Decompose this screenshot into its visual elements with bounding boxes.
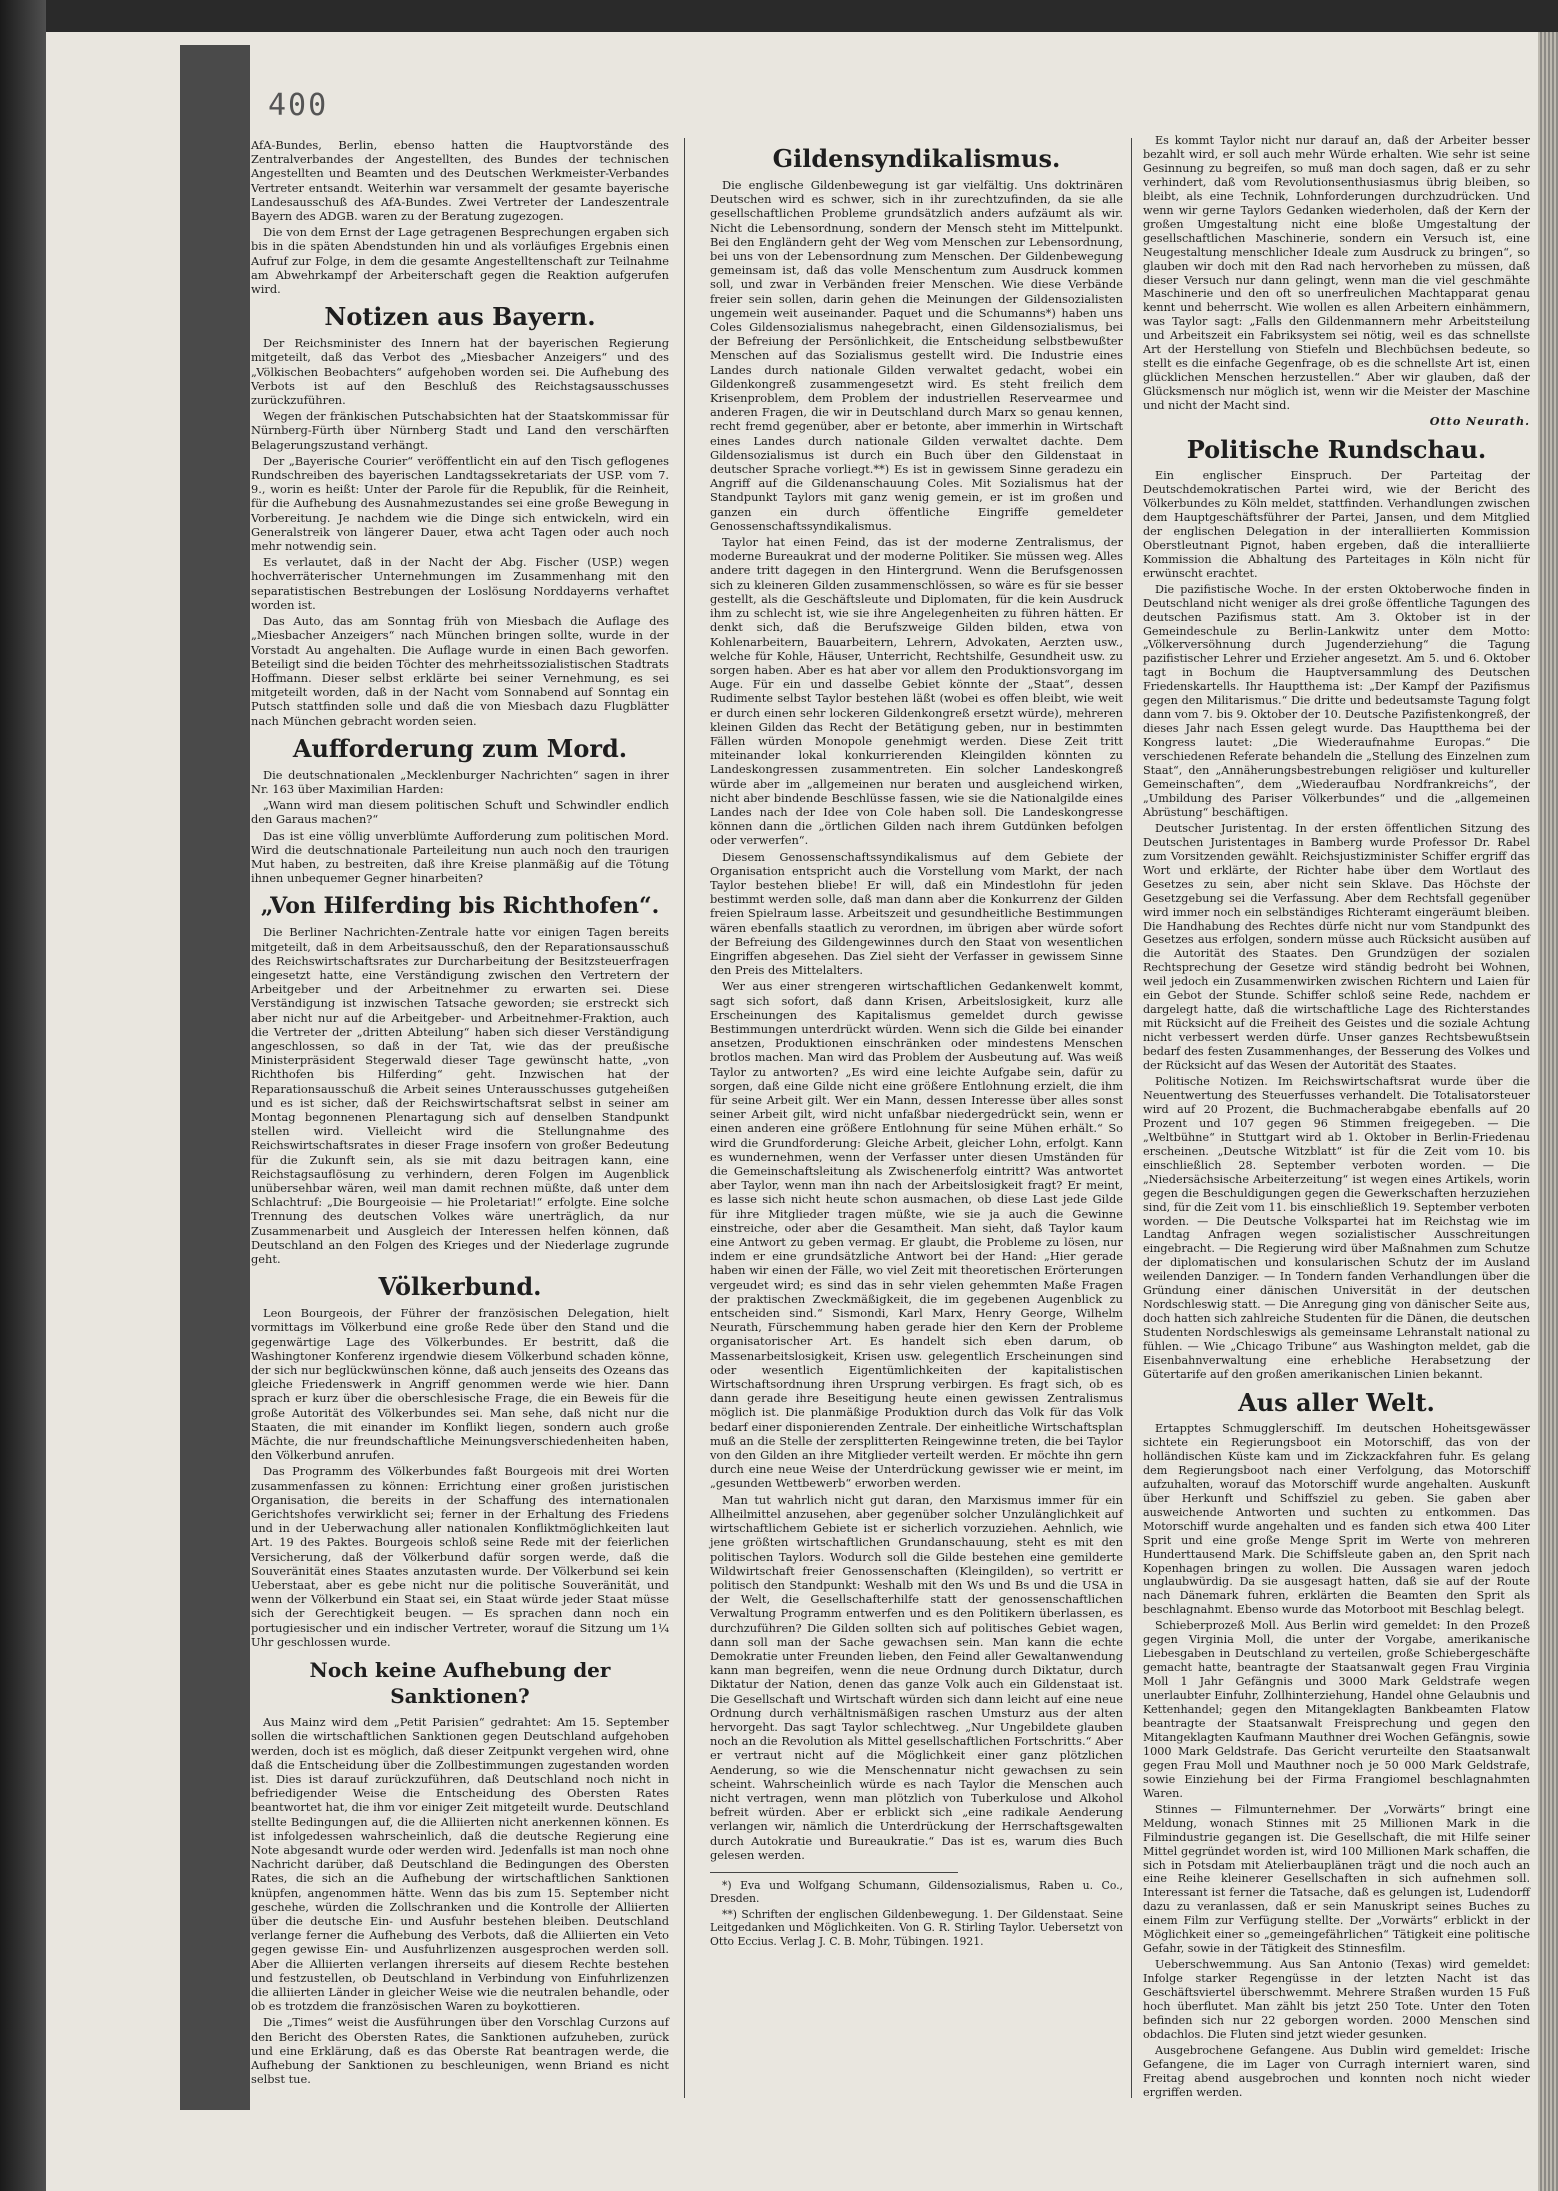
scan-shadow-strip <box>180 45 250 2110</box>
footnote: **) Schriften der englischen Gildenbewegung. 1. Der Gildenstaat. Seine Leitgedanken und Möglichkeiten. Von G. R. Stirling Taylor. Uebersetzt von Otto Eccius. Verlag J. C. B. Mohr, Tübingen. 1921. <box>710 1907 1123 1948</box>
footnote: *) Eva und Wolfgang Schumann, Gildensozialismus, Raben u. Co., Dresden. <box>710 1878 1123 1906</box>
column-1 <box>251 138 669 2088</box>
heading-aufforderung-mord: Aufforderung zum Mord. <box>292 733 628 763</box>
article-paragraph: Das Auto, das am Sonntag früh von Miesbach die Auflage des „Miesbacher Anzeigers“ nach München bringen sollte, wurde in der Vorstadt Au angehalten. Die Auflage wurde in einen Bach geworfen. Beteiligt sind die beiden Töchter des mehrheitssozialistischen Stadtrats Hoffmann. Dieser selbst erklärte bei seiner Vernehmung, es sei mitgeteilt worden, daß in der Nacht vom Sonnabend auf Sonntag ein Putsch stattfinden solle und daß die von Miesbach dazu Flugblätter nach München gebracht worden seien. <box>251 614 669 728</box>
article-paragraph: Stinnes — Filmunternehmer. Der „Vorwärts“ bringt eine Meldung, wonach Stinnes mit 25 Millionen Mark in die Filmindustrie gegangen ist. Die Gesellschaft, die mit Hilfe seiner Mittel gegründet worden ist, wird 100 Millionen Mark schaffen, die sich in Potsdam mit Atelierbauplänen trägt und die noch auch an eine Reihe kleinerer Gesellschaften in sich aufnehmen soll. Interessant ist ferner die Tatsache, daß es gelungen ist, Ludendorff dazu zu veranlassen, daß er sein Manuskript seines Buches zu einem Film zur Verfügung stellte. Der „Vorwärts“ erblickt in der Möglichkeit einer so „gemeingefährlichen“ Tätigkeit eine politische Gefahr, sowie in der Tätigkeit des Stinnesfilm. <box>1143 1802 1530 1956</box>
article-paragraph: Ein englischer Einspruch. Der Parteitag der Deutschdemokratischen Partei wird, wie der Bericht des Völkerbundes zu Köln meldet, stattfinden. Verhandlungen zwischen dem Hauptgeschäftsführer der Partei, Jansen, und dem Mitglied der englischen Delegation in der interalliierten Kommission Oberstleutnant Pignot, haben ergeben, daß die interalliierte Kommission die Abhaltung des Parteitages in Köln nicht für erwünscht erachtet. <box>1143 469 1530 580</box>
page-number: 400 <box>268 88 329 123</box>
article-paragraph: Die von dem Ernst der Lage getragenen Besprechungen ergaben sich bis in die späten Abendstunden hin und als vorläufiges Ergebnis einen Aufruf zur Folge, in dem die gesamte Angestelltenschaft zur Teilnahme am Abwehrkampf der Arbeiterschaft gegen die Reaktion aufgerufen wird. <box>251 225 669 297</box>
article-paragraph: Taylor hat einen Feind, das ist der moderne Zentralismus, der moderne Bureaukrat und der moderne Politiker. Sie müssen weg. Alles andere tritt dagegen in den Hintergrund. Wenn die Berufsgenossen sich zu kleineren Gilden zusammenschlössen, so wäre es für sie besser gestellt, als die Geschäftsleute und Diplomaten, für die kein Ausdruck ihm zu schlecht ist, wie sie ihre Angelegenheiten zu führen hätten. Er denkt sich, daß die Berufszweige Gilden bilden, etwa von Kohlenarbeitern, Bauarbeitern, Lehrern, Advokaten, Aerzten usw., welche für Kohle, Häuser, Unterricht, Rechtshilfe, Gesundheit usw. zu sorgen haben. Aber es hat aber vor allem den Produktionsvorgang im Auge. Für ein und dasselbe Gebiet könnte der „Staat“, dessen Rudimente selbst Taylor bestehen läßt (wobei es offen bleibt, wie weit er durch einen sehr lockeren Gildenkongreß ersetzt würde), mehreren kleinen Gilden das Recht der Betätigung geben, nur in bestimmten Fällen würden Monopole genehmigt werden. Diese Zeit tritt miteinander lokal konkurrierenden Kleingilden könnten zu Landeskongressen zusammentreten. Ein solcher Landeskongreß würde aber im „allgemeinen nur beraten und ausgleichend wirken, nicht aber bindende Beschlüsse fassen, wie sie die Nationalgilde eines Landes nach der Idee von Cole haben soll. Die Landeskongresse können dann die „örtlichen Gilden nach ihrem Gutdünken befolgen oder verwerfen“. <box>710 535 1123 848</box>
article-paragraph: Man tut wahrlich nicht gut daran, den Marxismus immer für ein Allheilmittel anzusehen, aber gegenüber solcher Unzulänglichkeit auf wirtschaftlichem Gebiete ist er sicherlich vorzuziehen. Aehnlich, wie jene größten wirtschaftlichen Grundanschauung, steht es mit den politischen Taylors. Wodurch soll die Gilde bestehen eine gemilderte Wildwirtschaft freier Genossenschaften (Kleingilden), so vertritt er politisch den Standpunkt: Weshalb mit den Ws und Bs und die USA in der Welt, die Gesellschafterhilfe statt der genossenschaftlichen Verwaltung Programm entwerfen und es den Politikern überlassen, es durchzuführen? Die Gilden sollten sich auf politisches Gebiet wagen, dann soll man der Sache gewachsen sein. Man kann die echte Demokratie unter Freunden lieben, den Feind aller Gewaltanwendung kann man begreifen, wenn die neue Ordnung durch Diktatur, durch Diktatur der Nation, denen das ganze Volk auch ein Gildenstaat ist. Die Gesellschaft und Wirtschaft würden sich dann leicht auf eine neue Ordnung durch verhältnismäßigen raschen Umsturz aus der alten hervorgeht. Das sagt Taylor schlechtweg. „Nur Ungebildete glauben noch an die Revolution als Mittel gesellschaftlichen Fortschritts.“ Aber er vertraut nicht auf die Möglichkeit einer ganz plötzlichen Aenderung, so wie die Menschennatur nicht gewachsen zu sein scheint. Wahrscheinlich würde es nach Taylor die Menschen auch nicht vertragen, wenn man plötzlich von Tuberkulose und Alkohol befreit würden. Aber er erblickt sich „eine radikale Aenderung verlangen wir, nämlich die Unterdrückung der Herrschaftsgewalten durch Autokratie und Bureaukratie.“ Das ist es, warum dies Buch gelesen werden. <box>710 1492 1123 1862</box>
article-paragraph: Diesem Genossenschaftssyndikalismus auf dem Gebiete der Organisation entspricht auch die Vorstellung vom Markt, der nach Taylor bestehen bliebe! Er will, daß ein Mindestlohn für jeden bestimmt werden solle, daß man dann aber die Konkurrenz der Gilden freien Spielraum lasse. Arbeitszeit und gesundheitliche Bestimmungen wären ebenfalls staatlich zu verordnen, im übrigen aber würde sofort der Befreiung des Gildengewinnes durch den Staat von wesentlichen Eingriffen abgesehen. Das Ziel sieht der Verfasser in gewissem Sinne den Preis des Mittelalters. <box>710 849 1123 978</box>
article-paragraph: Ertapptes Schmugglerschiff. Im deutschen Hoheitsgewässer sichtete ein Regierungsboot ein Motorschiff, das von der holländischen Küste kam und im Zickzackfahren fuhr. Es gelang dem Regierungsboot nach einer Verfolgung, das Motorschiff aufzuhalten, worauf das Motorschiff wurde angehalten. Auskunft über Herkunft und Schiffsziel zu geben. Sie gaben aber ausweichende Antworten und suchten zu entkommen. Das Motorschiff wurde angehalten und es fanden sich etwa 400 Liter Sprit und eine große Menge Sprit im Werte von mehreren Hunderttausend Mark. Die Schiffsleute gaben an, den Sprit nach Kopenhagen bringen zu wollen. Die Aussagen waren jedoch unglaubwürdig. Da sie ausgesagt hatten, daß sie auf der Route nach Dänemark fuhren, erklärten die Beamten den Sprit als beschlagnahmt. Ebenso wurde das Motorboot mit Beschlag belegt. <box>1143 1421 1530 1617</box>
column-3 <box>1143 134 1530 2102</box>
article-paragraph: Ausgebrochene Gefangene. Aus Dublin wird gemeldet: Irische Gefangene, die im Lager von Curragh interniert waren, sind Freitag abend ausgebrochen und konnten noch nicht wieder ergriffen werden. <box>1143 2043 1530 2099</box>
heading-gildensyndikalismus: Gildensyndikalismus. <box>772 144 1061 173</box>
page-edge-stack <box>1538 32 1558 2191</box>
article-paragraph: Wer aus einer strengeren wirtschaftlichen Gedankenwelt kommt, sagt sich sofort, daß dann Krisen, Arbeitslosigkeit, kurz alle Erscheinungen des Kapitalismus gemeldet durch gewisse Bestimmungen unterdrückt würden. Wenn sich die Gilde bei einander ansetzen, Produktionen einschränken oder mindestens Menschen brotlos machen. Man wird das Problem der Ausbeutung auf. Was weiß Taylor zu antworten? „Es wird eine leichte Aufgabe sein, dafür zu sorgen, daß eine Gilde nicht eine größere Entlohnung erzielt, die ihm für seine Arbeit gilt. Wer ein Mann, dessen Interesse über alles sonst seiner Arbeit gilt, wird nicht unfaßbar niedergedrückt sein, wenn er einen anderen eine größere Entlohnung für seine Mühen erhält.“ So wird die Grundforderung: Gleiche Arbeit, gleicher Lohn, erfolgt. Kann es wundernehmen, wenn der Verfasser unter diesen Umständen für die Gemeinschaftsleitung als Zwischenerfolg eintritt? Was antwortet aber Taylor, wenn man ihn nach der Arbeitslosigkeit fragt? Er meint, es lasse sich nicht heute schon ausmachen, ob diese Last jede Gilde für ihre Mitglieder tragen müßte, wie sie ja auch die Gewinne einstreiche, oder aber die Gesamtheit. Man sieht, daß Taylor kaum eine Antwort zu geben vermag. Er glaubt, die Probleme zu lösen, nur indem er eine grundsätzliche Antwort bei der Hand: „Hier gerade haben wir einen der Fälle, wo viel Zeit mit theoretischen Erörterungen vergeudet wird; es sind das in sehr vielen gehemmten Maße Fragen der praktischen Zweckmäßigkeit, die im gegebenen Augenblick zu entscheiden sind.“ Sismondi, Karl Marx, Henry George, Wilhelm Neurath, Fürschemmung haben gerade hier den Kern der Probleme organisatorischer Art. Es handelt sich eben darum, ob Massenarbeitslosigkeit, Krisen usw. gelegentlich Erscheinungen sind oder wesentlich Eigentümlichkeiten der kapitalistischen Wirtschaftsordnung ihren Ursprung verbirgen. Es fragt sich, ob es dann gerade ihre Beseitigung heute einen gewissen Zentralismus möglich ist. Die planmäßige Produktion durch das Volk für das Volk bedarf einer disponierenden Zentrale. Der einheitliche Wirtschaftsplan muß an die Stelle der zersplitterten Reingewinne treten, die bei Taylor von den Gilden an ihre Mitglieder verteilt werden. Er möchte ihn gern durch eine neue Weise der Unterdrückung gewisser wie er meint, im „gesunden Wettbewerb“ erworben werden. <box>710 979 1123 1491</box>
article-paragraph: Es kommt Taylor nicht nur darauf an, daß der Arbeiter besser bezahlt wird, er soll auch mehr Würde erhalten. Wie sehr ist seine Gesinnung zu begreifen, so muß man doch sagen, daß er zu sehr verhindert, daß vom Revolutionsenthusiasmus übrig bleiben, so bleibt, als eine Technik, Lohnforderungen durchzudrücken. Und wenn wir gerne Taylors Gedanken wiederholen, daß der Kern der großen Umgestaltung nicht eine bloße Umgestaltung der gesellschaftlichen Maschinerie, sondern ein Versuch ist, eine Neugestaltung menschlicher Ideale zum Ausdruck zu bringen“, so glauben wir doch mit den Rad nach hervorheben zu müssen, daß dieser Versuch nur dann gelingt, wenn man die viel geschmähte Maschinerie und den oft so unerfreulichen Machtapparat genau kennt und beherrscht. Wie wollen es allen Arbeitern einhämmern, was Taylor sagt: „Falls den Gildenmannern mehr Arbeitsteilung und Arbeitszeit ein Fabriksystem sei nötig, weil es das schnellste Art der Herstellung von Stiefeln und Blechbüchsen bedeute, so stellt es die einfache Gegenfrage, ob es die schnellste Art ist, einen glücklichen Menschen herzustellen.“ Aber wir glauben, daß der Glücksmensch nur möglich ist, wenn wir die Meister der Maschine und nicht der Macht sind. <box>1143 134 1530 413</box>
article-paragraph: Ueberschwemmung. Aus San Antonio (Texas) wird gemeldet: Infolge starker Regengüsse in der letzten Nacht ist das Geschäftsviertel überschwemmt. Mehrere Straßen wurden 15 Fuß hoch überflutet. Man zählt bis jetzt 250 Tote. Unter den Toten befinden sich nur 22 geborgen worden. 2000 Menschen sind obdachlos. Die Fluten sind jetzt wieder gesunken. <box>1143 1958 1530 2041</box>
article-paragraph: Leon Bourgeois, der Führer der französischen Delegation, hielt vormittags im Völkerbund eine große Rede über den Stand und die gegenwärtige Lage des Völkerbundes. Er bestritt, daß die Washingtoner Konferenz irgendwie diesem Völkerbund schaden könne, der sich nur beglückwünschen könne, daß auch jenseits des Ozeans das gleiche Friedenswerk in Angriff genommen werde wie hier. Dann sprach er kurz über die oberschlesische Frage, die ein Beweis für die große Autorität des Völkerbundes sei. Man sehe, daß nicht nur die Staaten, die mit einander im Konflikt liegen, sondern auch große Mächte, die nur freundschaftliche Meinungsverschiedenheiten haben, den Völkerbund anrufen. <box>251 1306 669 1463</box>
article-paragraph: Das Programm des Völkerbundes faßt Bourgeois mit drei Worten zusammenfassen zu können: Errichtung einer großen juristischen Organisation, die bereits in der Schaffung des internationalen Gerichtshofes verwirklicht sei; ferner in der Erhaltung des Friedens und in der Ueberwachung aller nationalen Konfliktmöglichkeiten laut Art. 19 des Paktes. Bourgeois schloß seine Rede mit der feierlichen Versicherung, daß der Völkerbund dafür sorgen werde, daß die Souveränität eines Staates anzutasten wurde. Der Völkerbund sei kein Ueberstaat, aber es gebe nicht nur die politische Souveränität, und wenn der Völkerbund ein Staat sei, ein Staat würde jeder Staat müsse sich der Gerechtigkeit beugen. — Es sprachen dann noch ein portugiesischer und ein indischer Vertreter, worauf die Sitzung um 1¼ Uhr geschlossen wurde. <box>251 1464 669 1649</box>
article-paragraph: Deutscher Juristentag. In der ersten öffentlichen Sitzung des Deutschen Juristentages in Bamberg wurde Professor Dr. Rabel zum Vorsitzenden gewählt. Reichsjustizminister Schiffer ergriff das Wort und erklärte, der Richter habe über dem Wortlaut des Gesetzes zu sein, aber nicht sein Sklave. Das Höchste der Gesetzgebung sei die Verfassung. Aber dem Rechtsfall gegenüber wird immer noch ein selbständiges Richteramt eingeräumt bleiben. Die Handhabung des Rechtes dürfe nicht nur vom Standpunkt des Gesetzes aus erfolgen, sondern müsse auch Rücksicht ausüben auf die Autorität des Staates. Den Grundzügen der sozialen Rechtsprechung der Gesetze wird ständig bedroht bei Wohnen, weil jedoch ein Zusammenwirken zwischen Richtern und Laien für ein Gebot der Stunde. Schiffer schloß seine Rede, nachdem er dargelegt hatte, daß die wirtschaftliche Lage des Richterstandes mit Rücksicht auf die Freiheit des Geistes und die soziale Achtung nicht verbessert werden dürfe. Unser ganzes Rechtsbewußtsein bedarf des festen Zusammenhanges, der Besserung des Volkes und der Rücksicht auf das Wesen der Autorität des Staates. <box>1143 821 1530 1073</box>
heading-notizen-bayern: Notizen aus Bayern. <box>324 302 596 332</box>
article-paragraph: Schieberprozeß Moll. Aus Berlin wird gemeldet: In den Prozeß gegen Virginia Moll, die unter der Vorgabe, amerikanische Liebesgaben in Deutschland zu verteilen, große Schiebergeschäfte gemacht hatte, beantragte der Staatsanwalt gegen Frau Virginia Moll 1 Jahr Gefängnis und 3000 Mark Geldstrafe wegen unerlaubter Einfuhr, Zollhinterziehung, Handel ohne Gelaubnis und Kettenhandel; gegen den Mitangeklagten Bankbeamten Flatow beantragte der Staatsanwalt Freisprechung und gegen den Mitangeklagten Kaufmann Mauthner drei Wochen Gefängnis, sowie 1000 Mark Geldstrafe. Das Gericht verurteilte den Staatsanwalt gegen Frau Moll und Mauthner noch je 50 000 Mark Geldstrafe, sowie Einziehung bei der Firma Frangiomel beschlagnahmten Waren. <box>1143 1619 1530 1800</box>
article-quote: „Wann wird man diesem politischen Schuft und Schwindler endlich den Garaus machen?“ <box>251 798 669 827</box>
article-paragraph: Es verlautet, daß in der Nacht der Abg. Fischer (USP.) wegen hochverräterischer Unternehmungen im Zusammenhang mit den separatistischen Bestrebungen der Loslösung Norddayerns verhaftet worden ist. <box>251 555 669 612</box>
article-paragraph: Der Reichsminister des Innern hat der bayerischen Regierung mitgeteilt, daß das Verbot des „Miesbacher Anzeigers“ und des „Völkischen Beobachters“ aufgehoben worden sei. Die Aufhebung des Verbots ist auf den Beschluß des Reichstagsausschusses zurückzuführen. <box>251 336 669 408</box>
article-paragraph: Das ist eine völlig unverblümte Aufforderung zum politischen Mord. Wird die deutschnationale Parteileitung nun auch noch den traurigen Mut haben, zu bestreiten, daß ihre Kreise planmäßig auf die Tötung ihnen unbequemer Gegner hinarbeiten? <box>251 828 669 886</box>
column-rule-1 <box>684 138 685 2098</box>
footnote-divider <box>710 1872 958 1873</box>
heading-sanktionen: Noch keine Aufhebung der Sanktionen? <box>309 1658 611 1709</box>
column-2 <box>710 138 1123 1950</box>
article-paragraph: Der „Bayerische Courier“ veröffentlicht ein auf den Tisch geflogenes Rundschreiben des bayerischen Landtagssekretariats der USP. vom 7. 9., worin es heißt: Unter der Parole für die Republik, für die Reinheit, für die Aufhebung des Ausnahmezustandes sei eine große Bewegung in Vorbereitung. Je nachdem wie die Dinge sich entwickeln, wird ein Generalstreik von längerer Dauer, etwa acht Tagen oder auch noch mehr notwendig sein. <box>251 453 669 554</box>
article-paragraph: Die pazifistische Woche. In der ersten Oktoberwoche finden in Deutschland nicht weniger als drei große öffentliche Tagungen des deutschen Pazifismus statt. Am 3. Oktober ist in der Gemeindeschule zu Berlin-Lankwitz unter dem Motto: „Völkerversöhnung durch Jugenderziehung“ die Tagung pazifistischer Lehrer und Erzieher angesetzt. Am 5. und 6. Oktober tagt in Bochum die Hauptversammlung des Deutschen Friedenskartells. Ihr Hauptthema ist: „Der Kampf der Pazifismus gegen den Militarismus.“ Die dritte und bedeutsamste Tagung folgt dann vom 7. bis 9. Oktober der 10. Deutsche Pazifistenkongreß, der dieses Jahr nach Essen gelegt wurde. Das Hauptthema bei der Kongress lautet: „Die Wiederaufnahme Europas.“ Die verschiedenen Referate behandeln die „Stellung des Einzelnen zum Staat“, den „Annäherungsbestrebungen religiöser und kultureller Gemeinschaften“, dem „Wiederaufbau Nordfrankreichs“, der „Umbildung des Pariser Völkerbundes“ und die „allgemeinen Abrüstung“ beschäftigen. <box>1143 582 1530 819</box>
article-paragraph: Die „Times“ weist die Ausführungen über den Vorschlag Curzons auf den Bericht des Obersten Rates, die Sanktionen aufzuheben, zurück und eine Erklärung, daß es das Oberste Rat beantragen werde, die Aufhebung der Sanktionen zu beschleunigen, wenn Briand es nicht selbst tue. <box>251 2015 669 2087</box>
heading-aus-aller-welt: Aus aller Welt. <box>1238 1387 1435 1417</box>
article-paragraph: Aus Mainz wird dem „Petit Parisien“ gedrahtet: Am 15. September sollen die wirtschaftlichen Sanktionen gegen Deutschland aufgehoben werden, doch ist es möglich, daß dieser Zeitpunkt vergehen wird, ohne daß die Entscheidung über die Zollbestimmungen zugestanden worden ist. Dies ist darauf zurückzuführen, daß Deutschland noch nicht in befriedigender Weise die Entscheidung des Obersten Rates beantwortet hat, die ihm vor einiger Zeit mitgeteilt wurde. Deutschland stellte Bedingungen auf, die die Alliierten nicht anerkennen können. Es ist infolgedessen wahrscheinlich, daß die deutsche Regierung eine Note abgesandt wurde oder werden wird. Jedenfalls ist man noch ohne Nachricht darüber, daß Deutschland die Bedingungen des Obersten Rates, die sich an die Aufhebung der wirtschaftlichen Sanktionen knüpfen, angenommen hätte. Wenn das bis zum 15. September nicht geschehe, würden die Zollschranken und die Kontrolle der Alliierten über die deutsche Ein- und Ausfuhr bestehen bleiben. Deutschland verlange ferner die Aufhebung des Verbots, daß die Alliierten ein Veto gegen gewisse Ein- und Ausfuhrlizenzen ausgesprochen werden soll. Aber die Alliierten verlangen ihrerseits auf diesem Rechte bestehen und festzustellen, ob Deutschland in Verbindung von Einfuhrlizenzen die alliierten Länder in gleicher Weise wie die neutralen behandle, oder ob es trotzdem die französischen Waren zu boykottieren. <box>251 1715 669 2014</box>
heading-politische-rundschau: Politische Rundschau. <box>1186 435 1487 465</box>
heading-voelkerbund: Völkerbund. <box>378 1272 542 1302</box>
book-binding <box>0 0 46 2191</box>
article-paragraph: AfA-Bundes, Berlin, ebenso hatten die Hauptvorstände des Zentralverbandes der Angestellten, des Bundes der technischen Angestellten und Beamten und des Deutschen Werkmeister-Verbandes Vertreter entsandt. Weiterhin war versammelt der gesamte bayerische Landesausschuß des AfA-Bundes. Zwei Vertreter der Landeszentrale Bayern des ADGB. waren zu der Beratung zugezogen. <box>251 138 669 224</box>
author-signature: Otto Neurath. <box>1429 414 1530 429</box>
article-paragraph: Die Berliner Nachrichten-Zentrale hatte vor einigen Tagen bereits mitgeteilt, daß in dem Arbeitsausschuß, den der Reparationsausschuß des Reichswirtschaftsrates zur Durcharbeitung der Besitzsteuerfragen eingesetzt hatte, eine Verständigung zwischen den Vertretern der Arbeitgeber und der Arbeitnehmer zu erwarten sei. Diese Verständigung ist inzwischen Tatsache geworden; sie erstreckt sich aber nicht nur auf die Arbeitgeber- und Arbeitnehmer-Fraktion, auch die Vertreter der „dritten Abteilung“ haben sich dieser Verständigung angeschlossen, so daß in der Tat, wie das der preußische Ministerpräsident Stegerwald dieser Tage gewünscht hatte, „von Richthofen bis Hilferding“ geht. Inzwischen hat der Reparationsausschuß die Arbeit seines Unterausschusses gutgeheißen und es ist sicher, daß der Reichswirtschaftsrat selbst in seiner am Montag begonnenen Plenartagung sich auf denselben Standpunkt stellen wird. Vielleicht wird die Stellungnahme des Reichswirtschaftsrates in dieser Frage insofern von großer Bedeutung für die Zukunft sein, als sie mit dazu beitragen kann, eine Reichstagsauflösung zu verhindern, deren Folgen im Augenblick unübersehbar wären, weil man damit rechnen müßte, daß unter dem Schlachtruf: „Die Bourgeoisie — hie Proletariat!“ erfolgte. Eine solche Trennung des deutschen Volkes wäre unerträglich, da nur Zusammenarbeit und Ausgleich der Interessen helfen können, daß Deutschland an den Folgen des Krieges und der Niederlage zugrunde geht. <box>251 925 669 1267</box>
article-paragraph: Die englische Gildenbewegung ist gar vielfältig. Uns doktrinären Deutschen wird es schwer, sich in ihr zurechtzufinden, da sie alle gesellschaftlichen Probleme grundsätzlich anders aufzäumt als wir. Nicht die Lebensordnung, sondern der Mensch steht im Mittelpunkt. Bei den Engländern geht der Weg vom Menschen zur Lebensordnung, bei uns von der Lebensordnung zum Menschen. Der Gildenbewegung gemeinsam ist, daß das volle Menschentum zum Ausdruck kommen soll, und zwar in Verbänden freier Menschen. Wie diese Verbände freier sein sollen, darin gehen die Meinungen der Gildensozialisten ungemein weit auseinander. Paquet und die Schumanns*) haben uns Coles Gildensozialismus nahegebracht, einen Gildensozialismus, bei der Befreiung der Persönlichkeit, die Entscheidung selbstbewußter Menschen auf das Sozialismus gestellt wird. Die Industrie eines Landes durch nationale Gilden verwaltet gedacht, wobei ein Gildenkongreß zusammengesetzt wird. Es steht freilich dem Krisenproblem, dem Problem der industriellen Reservearmee und anderen Fragen, die wir in Deutschland durch Marx so genau kennen, recht fremd gegenüber, aber er betonte, aber immerhin in Wirtschaft eines Landes durch nationale Gilden verwaltet dachte. Dem Gildensozialismus ist durch ein Buch über den Gildenstaat in deutscher Sprache vorliegt.**) Es ist in gewissem Sinne geradezu ein Angriff auf die Gildenanschauung Coles. Mit Sozialismus hat der Standpunkt Taylors mit ganz wenig gemein, er ist im großen und ganzen ein durch öffentliche Eingriffe gemeldeter Genossenschaftssyndikalismus. <box>710 178 1123 533</box>
article-paragraph: Wegen der fränkischen Putschabsichten hat der Staatskommissar für Nürnberg-Fürth über Nürnberg Stadt und Land den verschärften Belagerungszustand verhängt. <box>251 409 669 452</box>
article-paragraph: Die deutschnationalen „Mecklenburger Nachrichten“ sagen in ihrer Nr. 163 über Maximilian Harden: <box>251 767 669 796</box>
column-rule-2 <box>1131 138 1132 2098</box>
article-paragraph: Politische Notizen. Im Reichswirtschaftsrat wurde über die Neuentwertung des Steuerfusses verhandelt. Die Totalisatorsteuer wird auf 20 Prozent, die Buchmacherabgabe ebenfalls auf 20 Prozent und 107 gegen 96 Stimmen freigegeben. — Die „Weltbühne“ in Stuttgart wird ab 1. Oktober in Berlin-Friedenau erscheinen. „Deutsche Witzblatt“ ist für die Zeit vom 10. bis einschließlich 28. September verboten worden. — Die „Niedersächsische Arbeiterzeitung“ ist wegen eines Artikels, worin gegen die Beschuldigungen gegen die Gewerkschaften herzuziehen sind, für die Zeit vom 11. bis einschließlich 19. September verboten worden. — Die Deutsche Volkspartei hat im Reichstag wie im Landtag Anfragen wegen sozialistischer Ausschreitungen eingebracht. — Die Regierung wird über Maßnahmen zum Schutze der diplomatischen und konsularischen Schutz der im Ausland weilenden Danziger. — In Tondern fanden Verhandlungen über die Gründung einer dänischen Universität in der deutschen Nordschleswig statt. — Die Anregung ging von dänischer Seite aus, doch hatten sich zahlreiche Studenten für die Dänen, die deutschen Studenten Nordschleswigs als gemeinsame Lehranstalt national zu fühlen. — Wie „Chicago Tribune“ aus Washington meldet, gab die Eisenbahnverwaltung eine erhebliche Herabsetzung der Gütertarife auf den großen amerikanischen Linien bekannt. <box>1143 1075 1530 1382</box>
heading-hilferding-richthofen: „Von Hilferding bis Richthofen“. <box>260 893 660 920</box>
